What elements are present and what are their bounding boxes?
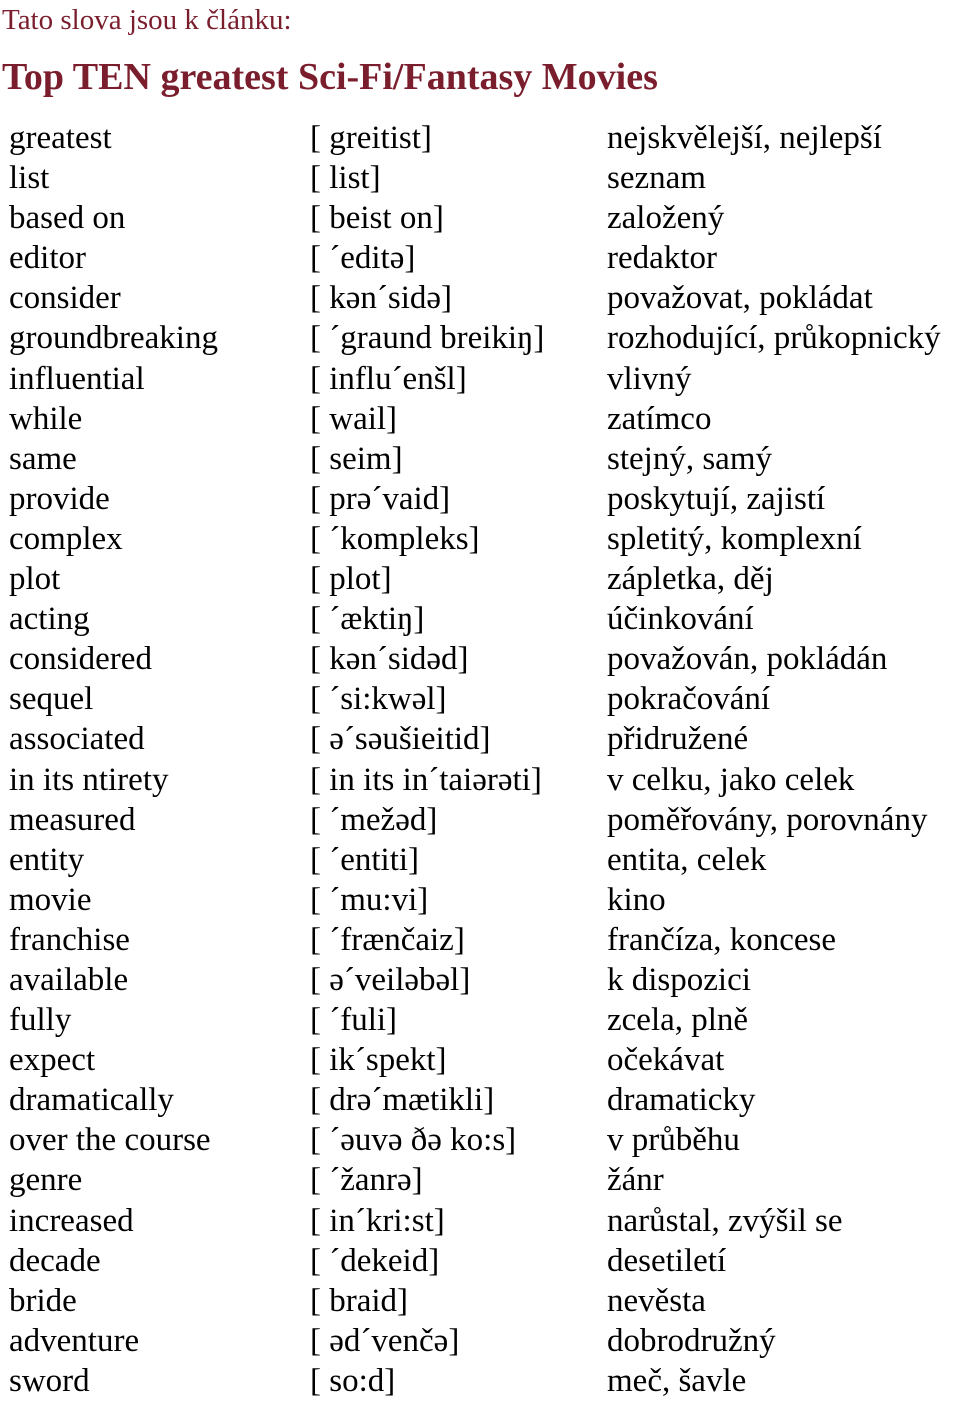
english-word: editor xyxy=(9,240,86,277)
vocabulary-row xyxy=(0,1361,960,1401)
czech-translation: nejskvělejší, nejlepší xyxy=(607,120,882,156)
english-word: greatest xyxy=(9,120,112,156)
english-word: considered xyxy=(9,641,152,678)
vocabulary-row xyxy=(0,1040,960,1080)
vocabulary-row xyxy=(0,399,960,439)
vocabulary-row xyxy=(0,439,960,479)
pronunciation: [ ´mu:vi] xyxy=(310,881,429,918)
pronunciation: [ in its in´taiərəti] xyxy=(310,761,542,798)
english-word: expect xyxy=(9,1042,96,1079)
vocabulary-row xyxy=(0,679,960,719)
pronunciation: [ kən´sidə] xyxy=(310,280,453,317)
english-word: in its ntirety xyxy=(9,761,169,798)
czech-translation: spletitý, komplexní xyxy=(607,520,862,557)
pronunciation: [ ´frænčaiz] xyxy=(310,921,465,958)
vocabulary-row xyxy=(0,840,960,880)
pronunciation: [ ´dekeid] xyxy=(310,1242,440,1279)
pronunciation: [ so:d] xyxy=(310,1362,396,1399)
czech-translation: žánr xyxy=(607,1162,664,1199)
vocabulary-row xyxy=(0,359,960,399)
czech-translation: zápletka, děj xyxy=(607,561,774,598)
pronunciation: [ ´entiti] xyxy=(310,841,420,878)
vocabulary-row xyxy=(0,519,960,559)
english-word: over the course xyxy=(9,1122,211,1159)
czech-translation: frančíza, koncese xyxy=(607,921,837,958)
czech-translation: desetiletí xyxy=(607,1242,727,1279)
czech-translation: seznam xyxy=(607,160,706,197)
pronunciation: [ influ´enšl] xyxy=(310,360,467,397)
pronunciation: [ ´kompleks] xyxy=(310,520,480,557)
czech-translation: očekávat xyxy=(607,1042,725,1079)
pronunciation: [ list] xyxy=(310,160,381,197)
vocabulary-row xyxy=(0,118,960,158)
pronunciation: [ ə´səušieitid] xyxy=(310,721,491,758)
vocabulary-row xyxy=(0,960,960,1000)
english-word: list xyxy=(9,160,50,197)
czech-translation: entita, celek xyxy=(607,841,767,878)
pronunciation: [ ´mežəd] xyxy=(310,801,438,838)
english-word: complex xyxy=(9,520,123,557)
english-word: sword xyxy=(9,1362,90,1399)
czech-translation: zcela, plně xyxy=(607,1002,749,1039)
vocabulary-row xyxy=(0,1080,960,1120)
english-word: increased xyxy=(9,1202,134,1239)
czech-translation: redaktor xyxy=(607,240,717,277)
czech-translation: meč, šavle xyxy=(607,1362,747,1399)
vocabulary-table xyxy=(0,118,960,1401)
english-word: movie xyxy=(9,881,92,918)
vocabulary-row xyxy=(0,158,960,198)
vocabulary-row xyxy=(0,920,960,960)
czech-translation: zatímco xyxy=(607,400,712,437)
english-word: groundbreaking xyxy=(9,320,218,357)
vocabulary-row xyxy=(0,1201,960,1241)
vocabulary-row xyxy=(0,719,960,759)
czech-translation: v průběhu xyxy=(607,1122,740,1159)
english-word: available xyxy=(9,961,129,998)
english-word: influential xyxy=(9,360,145,397)
pronunciation: [ ik´spekt] xyxy=(310,1042,447,1079)
english-word: while xyxy=(9,400,83,437)
czech-translation: poskytují, zajistí xyxy=(607,480,826,517)
czech-translation: účinkování xyxy=(607,601,754,638)
vocabulary-row xyxy=(0,559,960,599)
vocabulary-row xyxy=(0,278,960,318)
english-word: measured xyxy=(9,801,136,838)
pronunciation: [ əd´venčə] xyxy=(310,1322,460,1359)
english-word: franchise xyxy=(9,921,130,958)
english-word: plot xyxy=(9,561,61,598)
czech-translation: k dispozici xyxy=(607,961,751,998)
english-word: decade xyxy=(9,1242,101,1279)
pronunciation: [ plot] xyxy=(310,561,392,598)
vocabulary-row xyxy=(0,1160,960,1200)
czech-translation: narůstal, zvýšil se xyxy=(607,1202,843,1239)
english-word: bride xyxy=(9,1282,77,1319)
vocabulary-row xyxy=(0,760,960,800)
english-word: associated xyxy=(9,721,145,758)
english-word: dramatically xyxy=(9,1082,174,1119)
pronunciation: [ in´kri:st] xyxy=(310,1202,445,1239)
vocabulary-row xyxy=(0,1321,960,1361)
czech-translation: dobrodružný xyxy=(607,1322,776,1359)
vocabulary-row xyxy=(0,800,960,840)
vocabulary-row xyxy=(0,479,960,519)
pronunciation: [ prə´vaid] xyxy=(310,480,451,517)
czech-translation: stejný, samý xyxy=(607,440,772,477)
czech-translation: považován, pokládán xyxy=(607,641,888,678)
pronunciation: [ ´editə] xyxy=(310,240,416,277)
pronunciation: [ ´žanrə] xyxy=(310,1162,423,1199)
vocabulary-row xyxy=(0,1241,960,1281)
vocabulary-row xyxy=(0,639,960,679)
pronunciation: [ wail] xyxy=(310,400,398,437)
vocabulary-row xyxy=(0,318,960,358)
czech-translation: kino xyxy=(607,881,666,918)
czech-translation: dramaticky xyxy=(607,1082,756,1119)
pronunciation: [ drə´mætikli] xyxy=(310,1082,495,1119)
pronunciation: [ kən´sidəd] xyxy=(310,641,469,678)
pronunciation: [ ´graund breikiŋ] xyxy=(310,320,545,357)
subtitle: Tato slova jsou k článku: xyxy=(2,4,292,36)
pronunciation: [ beist on] xyxy=(310,200,444,237)
pronunciation: [ seim] xyxy=(310,440,403,477)
english-word: sequel xyxy=(9,681,94,718)
czech-translation: rozhodující, průkopnický xyxy=(607,320,941,357)
czech-translation: poměřovány, porovnány xyxy=(607,801,928,838)
english-word: same xyxy=(9,440,77,477)
pronunciation: [ ´fuli] xyxy=(310,1002,398,1039)
english-word: acting xyxy=(9,601,90,638)
page-title: Top TEN greatest Sci-Fi/Fantasy Movies xyxy=(2,56,658,98)
vocabulary-row xyxy=(0,1000,960,1040)
english-word: entity xyxy=(9,841,85,878)
czech-translation: nevěsta xyxy=(607,1282,706,1319)
czech-translation: v celku, jako celek xyxy=(607,761,855,798)
czech-translation: pokračování xyxy=(607,681,771,718)
english-word: based on xyxy=(9,200,126,237)
czech-translation: vlivný xyxy=(607,360,692,397)
pronunciation: [ braid] xyxy=(310,1282,409,1319)
english-word: fully xyxy=(9,1002,72,1039)
vocabulary-row xyxy=(0,599,960,639)
pronunciation: [ ´əuvə ðə ko:s] xyxy=(310,1122,517,1159)
vocabulary-row xyxy=(0,880,960,920)
english-word: adventure xyxy=(9,1322,140,1359)
vocabulary-row xyxy=(0,1281,960,1321)
pronunciation: [ ´æktiŋ] xyxy=(310,601,425,638)
english-word: consider xyxy=(9,280,121,317)
english-word: provide xyxy=(9,480,110,517)
czech-translation: založený xyxy=(607,200,725,237)
pronunciation: [ greitist] xyxy=(310,120,432,156)
pronunciation: [ ´si:kwəl] xyxy=(310,681,447,718)
pronunciation: [ ə´veiləbəl] xyxy=(310,961,471,998)
czech-translation: přidružené xyxy=(607,721,749,758)
vocabulary-row xyxy=(0,198,960,238)
vocabulary-row xyxy=(0,1120,960,1160)
vocabulary-row xyxy=(0,238,960,278)
english-word: genre xyxy=(9,1162,83,1199)
czech-translation: považovat, pokládat xyxy=(607,280,873,317)
